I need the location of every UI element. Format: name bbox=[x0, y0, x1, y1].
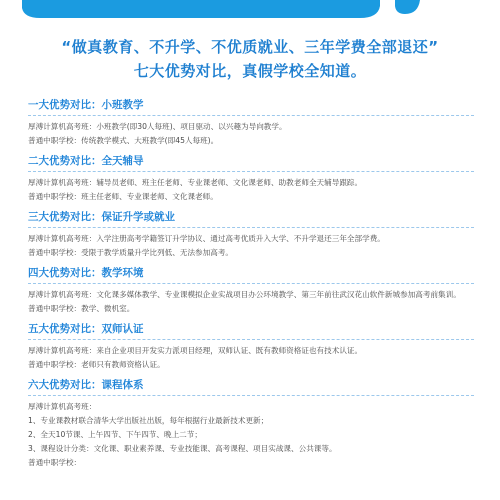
section-line: 厚溥计算机高考班：小班教学(即30人每班)、项目驱动、以兴趣为导向教学。 bbox=[28, 122, 287, 131]
section-line: 2、全天10节课、上午四节、下午四节、晚上二节； bbox=[28, 430, 202, 439]
section-line: 普通中职学校：传统教学模式、大班教学(即45人每班)。 bbox=[28, 136, 219, 145]
section-line: 普通中职学校：教学、微机室。 bbox=[28, 304, 135, 313]
section-line: 普通中职学校：受限于教学质量升学比列低、无法参加高考。 bbox=[28, 248, 234, 257]
section-line: 普通中职学校：老师只有教师资格认证。 bbox=[28, 360, 165, 369]
section-divider bbox=[28, 115, 474, 116]
section-small-class bbox=[28, 98, 474, 148]
section-line: 厚溥计算机高考班： bbox=[28, 402, 97, 411]
section-title: 二大优势对比：全天辅导 bbox=[28, 155, 144, 167]
section-line: 厚溥计算机高考班：文化课多媒体教学、专业课模拟企业实战项目办公环境教学、第三年前往武汉花山软件新城参加高考前集训。 bbox=[28, 290, 461, 299]
section-title: 一大优势对比：小班教学 bbox=[28, 99, 144, 111]
banner-shape bbox=[0, 0, 500, 22]
section-dual-certification bbox=[28, 322, 474, 372]
section-divider bbox=[28, 171, 474, 172]
section-divider bbox=[28, 339, 474, 340]
section-divider bbox=[28, 227, 474, 228]
section-guarantee bbox=[28, 210, 474, 260]
section-curriculum bbox=[28, 378, 474, 470]
section-line: 厚溥计算机高考班：来自企业项目开发实力派项目经理，双师认证、既有教师资格证也有技术认证。 bbox=[28, 346, 363, 355]
headline-slogan: “做真教育、不升学、不优质就业、三年学费全部退还” bbox=[61, 38, 439, 56]
section-title: 五大优势对比：双师认证 bbox=[28, 323, 144, 335]
section-teaching-environment bbox=[28, 266, 474, 316]
section-divider bbox=[28, 395, 474, 396]
headline-subtitle: 七大优势对比，真假学校全知道。 bbox=[133, 62, 367, 80]
section-line: 普通中职学校： bbox=[28, 458, 82, 467]
section-line: 3、课程设计分类：文化课、职业素养课、专业技能课、高考课程、项目实战课、公共课等。 bbox=[28, 444, 337, 453]
section-divider bbox=[28, 283, 474, 284]
section-line: 厚溥计算机高考班：入学注册高考学籍签订升学协议、通过高考优质升入大学、不升学退还三年全部学费。 bbox=[28, 234, 385, 243]
section-title: 六大优势对比：课程体系 bbox=[28, 379, 144, 391]
section-line: 普通中职学校：班主任老师、专业课老师、文化课老师。 bbox=[28, 192, 218, 201]
top-banner bbox=[0, 0, 500, 22]
section-line: 1、专业课教材联合清华大学出版社出版，每年根据行业最新技术更新； bbox=[28, 416, 269, 425]
advantages-list bbox=[28, 98, 474, 476]
section-title: 三大优势对比：保证升学或就业 bbox=[28, 211, 175, 223]
section-full-day-tutoring bbox=[28, 154, 474, 204]
section-title: 四大优势对比：教学环境 bbox=[28, 267, 144, 279]
section-line: 厚溥计算机高考班：辅导员老师、班主任老师、专业课老师、文化课老师、助教老师全天辅导跟踪。 bbox=[28, 178, 363, 187]
